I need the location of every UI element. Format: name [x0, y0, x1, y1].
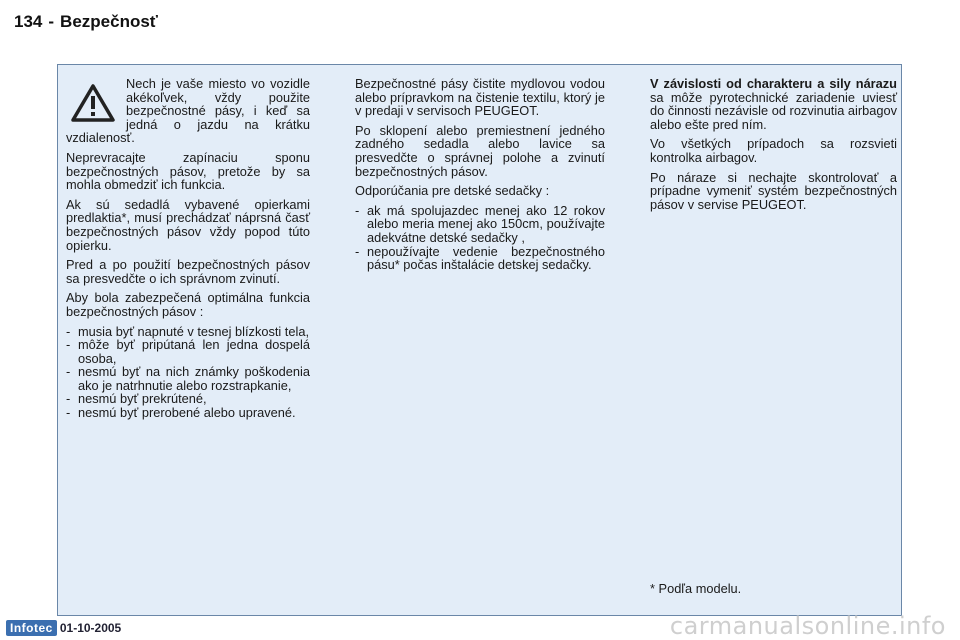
paragraph — [650, 77, 897, 131]
list-item: - môže byť pripútaná len jedna dospelá osoba, — [66, 338, 310, 365]
child-seat-list — [355, 204, 605, 272]
page-title: Bezpečnosť — [60, 12, 158, 31]
list-item: - musia byť napnuté v tesnej blízkosti tela, — [66, 325, 310, 339]
bold-lead: V závislosti od charakteru a sily nárazu — [650, 76, 897, 91]
list-item: - nepoužívajte vedenie bezpečnostného pásu* počas inštalácie detskej sedačky. — [355, 245, 605, 272]
column-3 — [650, 77, 897, 217]
column-2 — [355, 77, 605, 278]
list-item: - nesmú byť na nich známky poškodenia ako je natrhnutie alebo rozstrapkanie, — [66, 365, 310, 392]
list-item: - nesmú byť prerobené alebo upravené. — [66, 406, 310, 420]
warning-text: Nech je vaše miesto vo vozidle akékoľvek, vždy použite bezpečnostné pásy, i keď sa jedná o jazdu na krátku vzdialenosť. — [66, 77, 310, 146]
footnote: * Podľa modelu. — [650, 581, 742, 596]
paragraph-rest: sa môže pyrotechnické zariadenie uviesť do činnosti nezávisle od rozvinutia airbagov alebo ešte pred ním. — [650, 89, 897, 132]
paragraph: Pred a po použití bezpečnostných pásov sa presvedčte o ich správnom zvinutí. — [66, 257, 310, 286]
watermark: carmanualsonline.info — [669, 612, 946, 640]
paragraph: Vo všetkých prípadoch sa rozsvieti kontrolka airbagov. — [650, 136, 897, 165]
edition-date: 01-10-2005 — [59, 621, 122, 635]
paragraph: Odporúčania pre detské sedačky : — [355, 183, 550, 199]
list-item: - nesmú byť prekrútené, — [66, 392, 310, 406]
list-item: - ak má spolujazdec menej ako 12 rokov alebo meria menej ako 150cm, používajte adekvátne detské sedačky , — [355, 204, 605, 245]
paragraph: Neprevracajte zapínaciu sponu bezpečnostných pásov, pretože by sa mohla obmedziť ich funkcia. — [66, 149, 310, 193]
column-1 — [66, 77, 310, 426]
header-separator: - — [48, 12, 55, 31]
page-number: 134 — [14, 12, 43, 31]
infotec-logo: Infotec — [6, 620, 57, 636]
content-panel — [57, 64, 902, 616]
paragraph: Po náraze si nechajte skontrolovať a prípadne vymeniť systém bezpečnostných pásov v servise PEUGEOT. — [650, 169, 897, 212]
footer — [6, 620, 121, 636]
warning-block — [66, 77, 310, 151]
paragraph: Po sklopení alebo premiestnení jedného zadného sedadla alebo lavice sa presvedčte o správnej polohe a zvinutí bezpečnostných pásov. — [355, 122, 605, 179]
page-header — [14, 12, 158, 32]
belt-conditions-list — [66, 325, 310, 420]
warning-triangle-icon — [70, 83, 116, 123]
paragraph: Ak sú sedadlá vybavené opierkami predlaktia*, musí prechádzať náprsná časť bezpečnostných pásov vždy popod túto opierku. — [66, 196, 310, 253]
paragraph: Bezpečnostné pásy čistite mydlovou vodou alebo prípravkom na čistenie textilu, ktorý je v predaji v servisoch PEUGEOT. — [355, 76, 605, 119]
paragraph: Aby bola zabezpečená optimálna funkcia bezpečnostných pásov : — [66, 290, 310, 319]
